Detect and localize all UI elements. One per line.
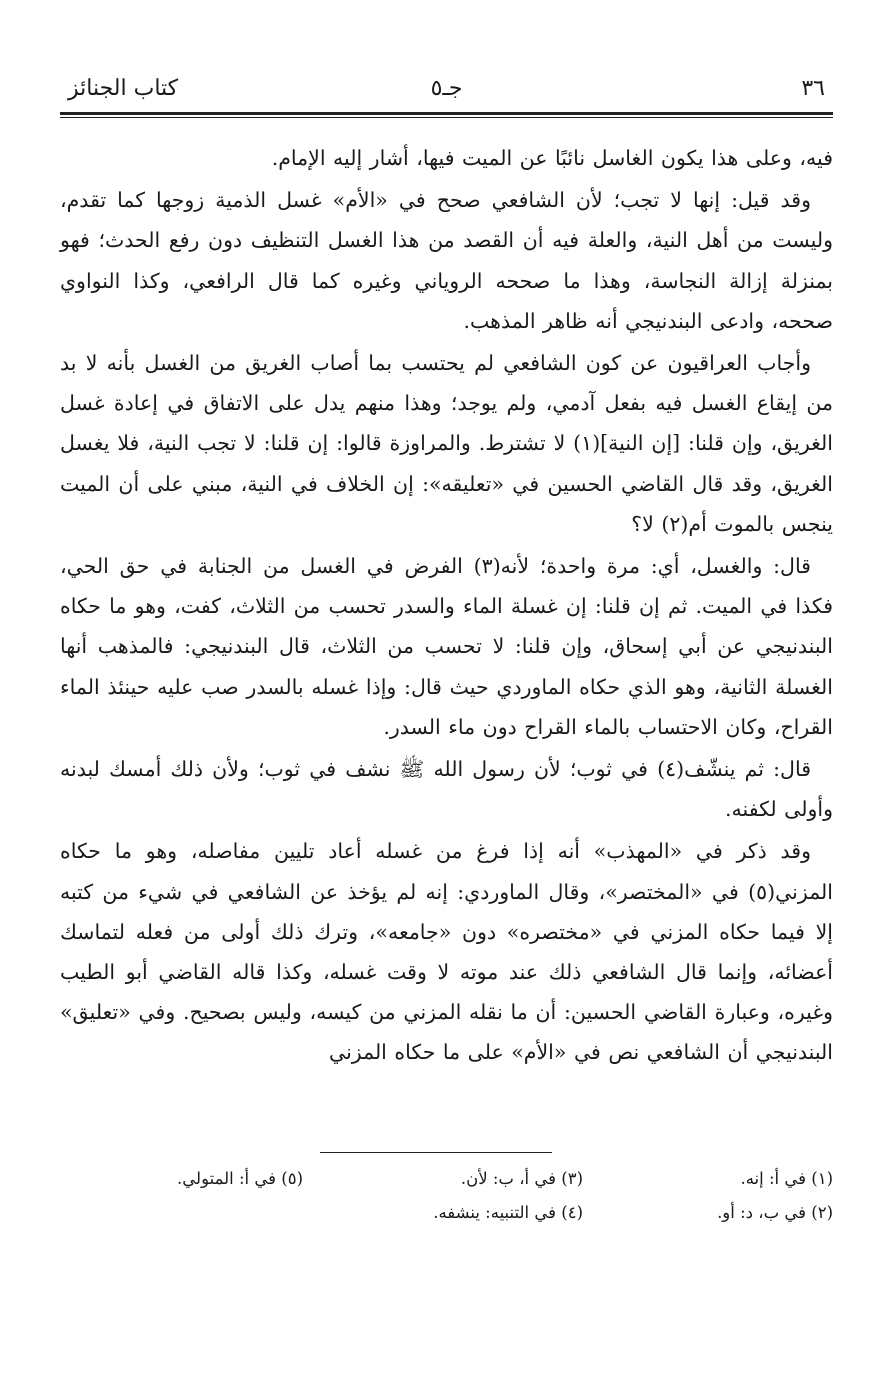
paragraph: وقد قيل: إنها لا تجب؛ لأن الشافعي صحح في «الأم» غسل الذمية زوجها كما تقدم، وليست من أهل النية، والعلة فيه أن القصد من هذا الغسل التنظيف دون رفع الحدث؛ فهو بمنزلة إزالة النجاسة، وهذا ما صححه الروياني وغيره كما قال الرافعي، وكذا النواوي صححه، وادعى البندنيجي أنه ظاهر المذهب.: [60, 188, 833, 333]
paragraph: قال: والغسل، أي: مرة واحدة؛ لأنه(٣) الفرض في الغسل من الجنابة في حق الحي، فكذا في الميت. ثم إن قلنا: إن غسلة الماء والسدر تحسب من الثلاث، كفت، وهو ما حكاه البندنيجي عن أبي إسحاق، وإن قلنا: لا تحسب من الثلاث، قال البندنيجي: فالمذهب أنها الغسلة الثانية، وهو الذي حكاه الماوردي حيث قال: وإذا غسله بالسدر صب عليه حينئذ الماء القراح، وكان الاحتساب بالماء القراح دون ماء السدر.: [60, 554, 833, 739]
footnote-3: (٣) في أ، ب: لأن.: [460, 1169, 583, 1188]
paragraph: وأجاب العراقيون عن كون الشافعي لم يحتسب بما أصاب الغريق من الغسل بأنه لا بد من إيقاع الغسل فيه بفعل آدمي، ولم يوجد؛ وهذا منهم يدل على الاتفاق في إعادة غسل الغريق، وإن قلنا: [إن النية](١) لا تشترط. والمراوزة قالوا: إن قلنا: لا تجب النية، فلا يغسل الغريق، وقد قال القاضي الحسين في «تعليقه»: إن الخلاف في النية، مبني على أن الميت ينجس بالموت أم(٢) لا؟: [60, 351, 834, 536]
footnote-area: [60, 0, 833, 1376]
footnotes: [60, 1162, 833, 1230]
volume-label: جـ٥: [430, 76, 463, 101]
paragraph: فيه، وعلى هذا يكون الغاسل نائبًا عن الميت فيها، أشار إليه الإمام.: [271, 146, 833, 170]
paragraph: وقد ذكر في «المهذب» أنه إذا فرغ من غسله أعاد تليين مفاصله، وهو ما حكاه المزني(٥) في «المختصر»، وقال الماوردي: إنه لم يؤخذ عن الشافعي في شيء من كتبه إلا فيما حكاه المزني في «مختصره» دون «جامعه»، وترك ذلك أولى من فعله لتماسك أعضائه، وإنما قال الشافعي ذلك عند موته لا وقت غسله، وكذا قاله القاضي أبو الطيب وغيره، وعبارة القاضي الحسين: أن ما نقله المزني من كيسه، وليس بصحيح. وفي «تعليق» البندنيجي أن الشافعي نص في «الأم» على ما حكاه المزني: [60, 839, 833, 1065]
page-number: ٣٦: [801, 76, 825, 101]
footnote-separator: [320, 1152, 552, 1153]
footnote-1: (١) في أ: إنه.: [740, 1169, 833, 1188]
footnote-2: (٢) في ب، د: أو.: [717, 1203, 833, 1222]
footnote-row: [60, 1196, 833, 1230]
footnote-4: (٤) في التنبيه: ينشفه.: [433, 1203, 583, 1222]
book-title: كتاب الجنائز: [68, 76, 179, 101]
paragraph: قال: ثم ينشّف(٤) في ثوب؛ لأن رسول الله ﷺ نشف في ثوب؛ ولأن ذلك أمسك لبدنه وأولى لكفنه.: [60, 757, 833, 822]
footnote-row: [60, 1162, 833, 1196]
footnote-5: (٥) في أ: المتولي.: [177, 1169, 303, 1188]
